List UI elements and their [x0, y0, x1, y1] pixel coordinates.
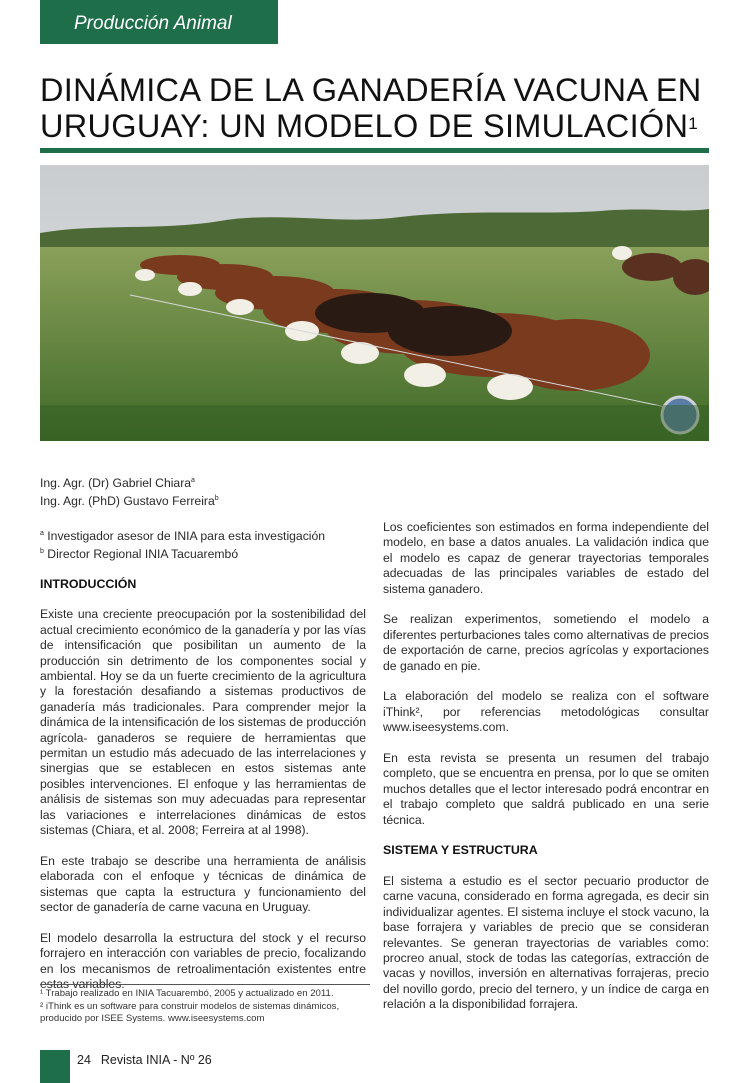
- authors: [40, 473, 366, 510]
- paragraph: La elaboración del modelo se realiza con el software iThink², por referencias metodológicas consultar www.iseesystems.com.: [383, 689, 709, 735]
- footer-color-block: [40, 1050, 70, 1083]
- title-footnote-marker: 1: [688, 114, 699, 133]
- page-number: 24: [77, 1053, 91, 1067]
- section-tab: [40, 0, 278, 44]
- title-divider: [40, 148, 709, 153]
- paragraph: En esta revista se presenta un resumen del trabajo completo, que se encuentra en prensa, por lo que se omiten muchos detalles que el lector interesado podrá encontrar en el trabajo completo que saldrá publicado en una serie técnica.: [383, 751, 709, 827]
- page-footer: [77, 1053, 222, 1067]
- paragraph: Se realizan experimentos, sometiendo el modelo a diferentes perturbaciones tales como alternativas de precios de exportación de carne, precios agrícolas y exportaciones de ganado en pie.: [383, 612, 709, 673]
- paragraph: El sistema a estudio es el sector pecuario productor de carne vacuna, considerado en forma agregada, es decir sin individualizar agentes. El sistema incluye el stock vacuno, la base forrajera y variables de precio que se consideran relevantes. Se generan trayectorias de variables como: procreo anual, stock de todas las categorías, extracción de vacas y novillos, inversión en alternativas forrajeras, precio del novillo gordo, precio del ternero, y un índice de carga en relación a la disponibilidad forrajera.: [383, 873, 709, 1012]
- paragraph: Los coeficientes son estimados en forma independiente del modelo, en base a datos anuales. La validación indica que el modelo es capaz de generar trayectorias temporales adecuadas de las principales variables de estado del sistema ganadero.: [383, 520, 709, 596]
- paragraph: En este trabajo se describe una herramienta de análisis elaborada con el enfoque y técnicas de dinámica de sistemas que capta la estructura y funcionamiento del sector de ganadería de carne vacuna en Uruguay.: [40, 853, 366, 914]
- affiliation-1: $^a$ Investigador asesor de INIA para esta investigación: [40, 529, 326, 543]
- paragraph: Existe una creciente preocupación por la sostenibilidad del actual crecimiento económico de la ganadería y por las vías de intensificación que posibilitan un aumento de la producción sin detrimento de los componentes social y ambiental. Hoy se da un fuerte crecimiento de la agricultura y la forestación desafiando a sistemas productivos de ganadería más tradicionales. Para comprender mejor la dinámica de la intensificación de los sistemas de producción agrícola- ganaderos se requiere de herramientas que permitan un estudio más adecuado de las interrelaciones y sinergias que se establecen en estos sistemas ante posibles intervenciones. El enfoque y las herramientas de análisis de sistemas son muy adecuadas para representar las variaciones e interrelaciones dinámicas de estos sistemas (Chiara, et al. 2008; Ferreira at al 1998).: [40, 607, 366, 837]
- footnotes: [40, 984, 370, 1026]
- magazine-issue: Revista INIA - Nº 26: [100, 1053, 212, 1067]
- affiliations: [40, 526, 366, 563]
- author-2: Ing. Agr. (PhD) Gustavo Ferreira$^b$: [40, 494, 219, 509]
- paragraph: El modelo desarrolla la estructura del stock y el recurso forrajero en interacción con variables de precio, focalizando en los mecanismos de retroalimentación existentes entre estas variables.: [40, 930, 366, 991]
- footnote-2: ² iThink es un software para construir modelos de sistemas dinámicos, producido por ISEE Systems. www.iseesystems.com: [40, 1000, 340, 1025]
- left-column: [40, 473, 366, 1008]
- heading-introduccion: INTRODUCCIÓN: [40, 576, 137, 591]
- author-1: Ing. Agr. (Dr) Gabriel Chiara$^a$: [40, 476, 195, 491]
- footnote-1: ¹ Trabajo realizado en INIA Tacuarembó, 2005 y actualizado en 2011.: [40, 988, 334, 999]
- section-label: Producción Animal: [74, 13, 232, 34]
- cattle-photo: [40, 165, 709, 441]
- heading-sistema-estructura: SISTEMA Y ESTRUCTURA: [383, 843, 538, 858]
- right-column: [383, 410, 709, 1028]
- article-title: DINÁMICA DE LA GANADERÍA VACUNA EN URUGUAY: UN MODELO DE SIMULACIÓN$^1$: [40, 72, 702, 144]
- affiliation-2: $^b$ Director Regional INIA Tacuarembó: [40, 547, 239, 562]
